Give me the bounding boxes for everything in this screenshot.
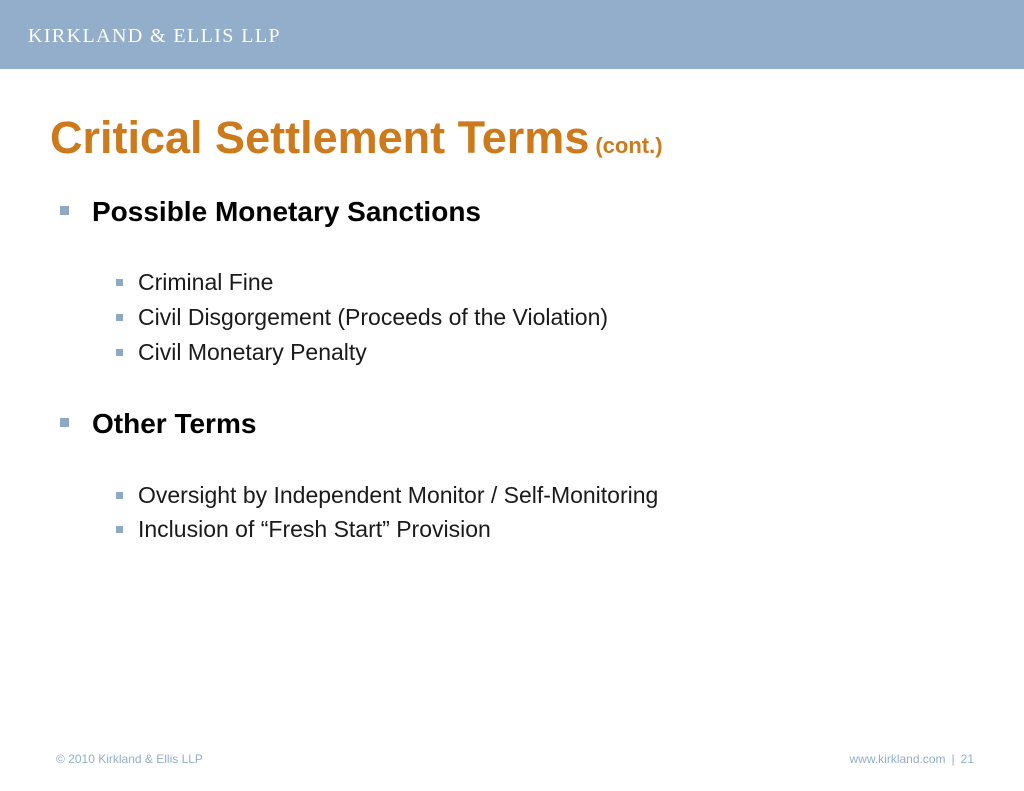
bullet-square-icon xyxy=(116,279,123,286)
list-item: Inclusion of “Fresh Start” Provision xyxy=(138,516,491,542)
bullet-square-icon xyxy=(116,349,123,356)
bullet-square-icon xyxy=(60,418,69,427)
slide-title xyxy=(50,112,663,175)
footer-separator: | xyxy=(951,752,955,766)
section-heading-sanctions: Possible Monetary Sanctions xyxy=(92,196,481,227)
list-item: Criminal Fine xyxy=(138,269,274,295)
section-heading-other-terms: Other Terms xyxy=(92,408,257,439)
slide-title-suffix: (cont.) xyxy=(595,133,663,158)
footer-copyright: © 2010 Kirkland & Ellis LLP xyxy=(56,752,203,766)
bullet-square-icon xyxy=(116,314,123,321)
firm-logo: KIRKLAND & ELLIS LLP xyxy=(28,25,281,47)
bullet-square-icon xyxy=(60,206,69,215)
footer-website-link[interactable]: www.kirkland.com xyxy=(849,752,946,766)
bullet-square-icon xyxy=(116,492,123,499)
page-number: 21 xyxy=(960,752,974,766)
bullet-square-icon xyxy=(116,526,123,533)
footer-right xyxy=(849,752,974,766)
header-band xyxy=(0,0,1024,69)
list-item: Civil Disgorgement (Proceeds of the Violation) xyxy=(138,304,609,330)
list-item: Oversight by Independent Monitor / Self-Monitoring xyxy=(138,482,659,508)
slide-title-main: Critical Settlement Terms xyxy=(50,112,590,163)
list-item: Civil Monetary Penalty xyxy=(138,339,367,365)
